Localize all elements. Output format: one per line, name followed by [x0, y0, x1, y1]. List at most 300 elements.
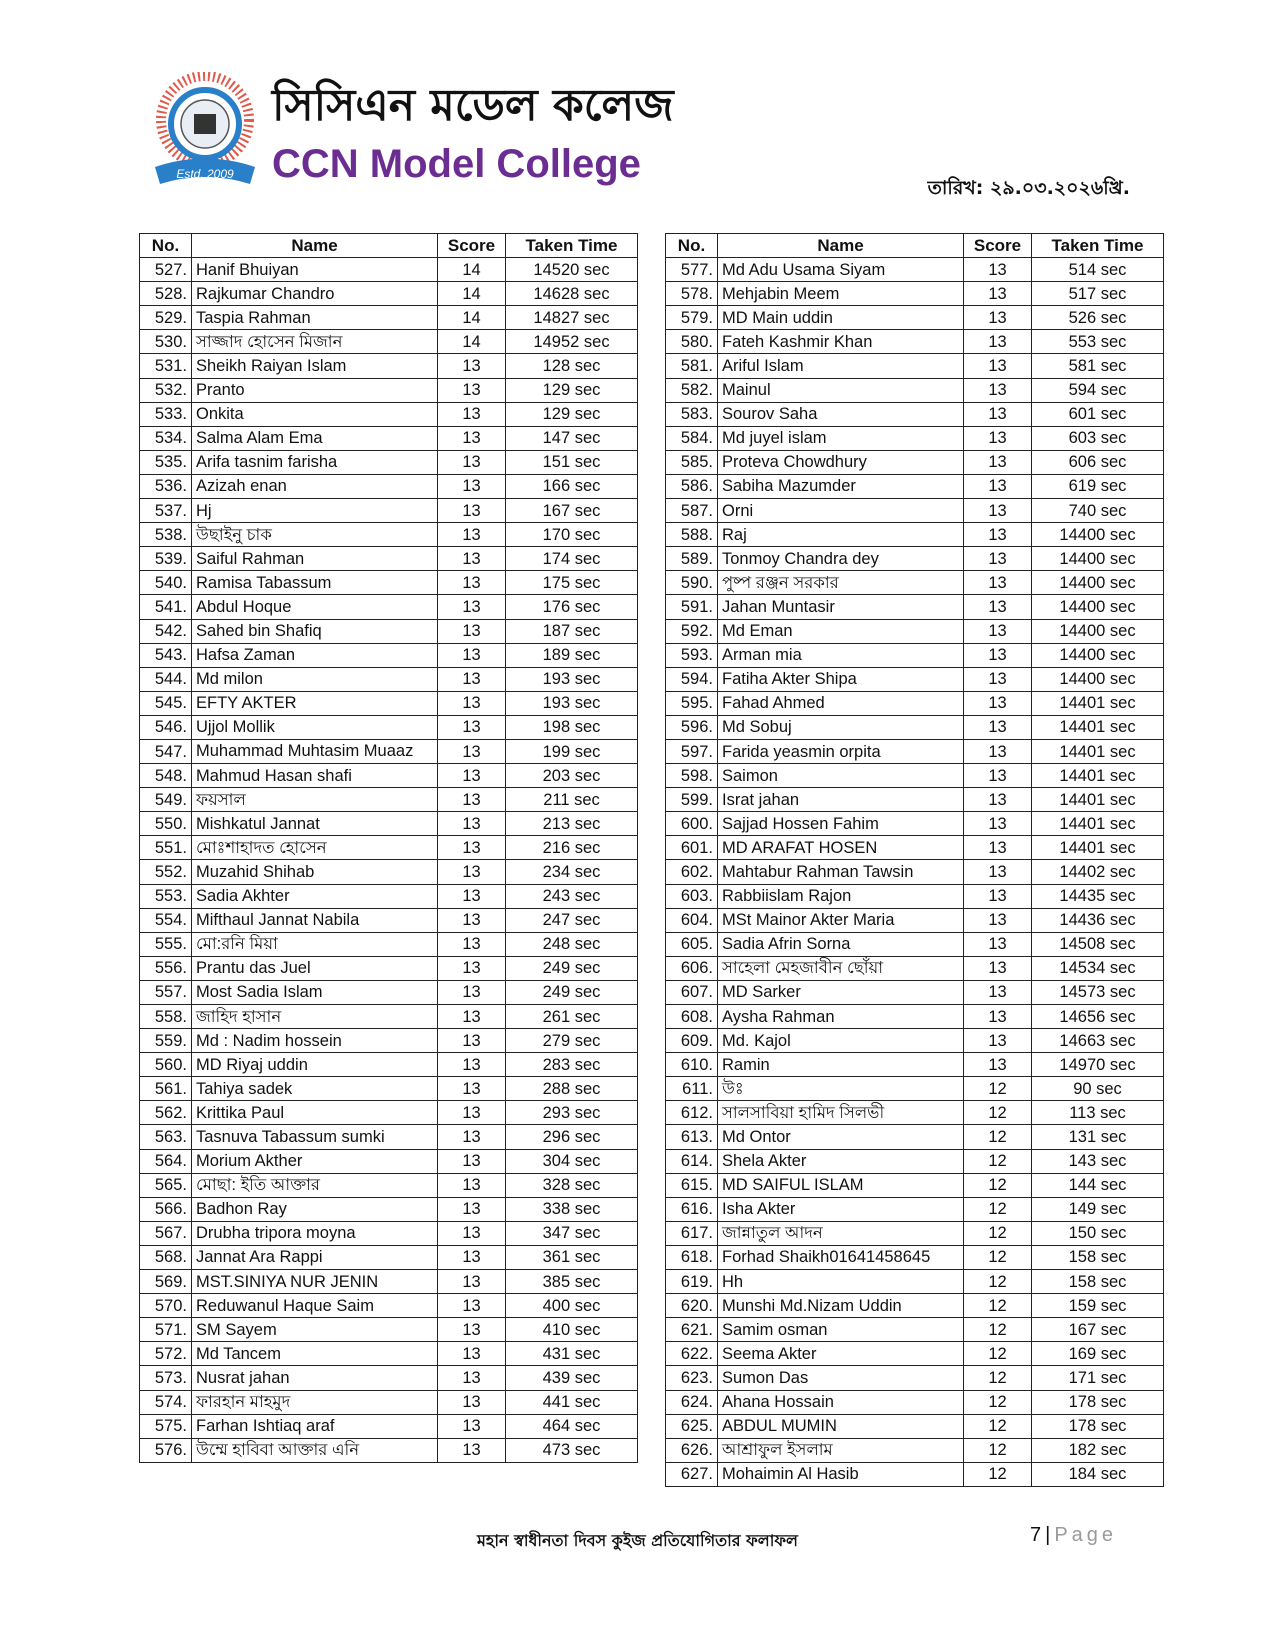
table-row: [140, 1077, 638, 1101]
participant-score: 14: [438, 282, 506, 306]
participant-time: 14400 sec: [1032, 643, 1164, 667]
participant-name: ফয়সাল: [192, 788, 438, 812]
participant-name: Nusrat jahan: [192, 1366, 438, 1390]
participant-time: 279 sec: [506, 1029, 638, 1053]
table-row: [666, 1005, 1164, 1029]
row-number: 596.: [666, 715, 718, 739]
participant-name: Ujjol Mollik: [192, 715, 438, 739]
row-number: 529.: [140, 306, 192, 330]
column-header-time: Taken Time: [1032, 234, 1164, 258]
table-row: [140, 1414, 638, 1438]
participant-score: 13: [964, 980, 1032, 1004]
participant-time: 131 sec: [1032, 1125, 1164, 1149]
participant-time: 14400 sec: [1032, 571, 1164, 595]
participant-time: 14628 sec: [506, 282, 638, 306]
participant-name: Hh: [718, 1270, 964, 1294]
participant-time: 159 sec: [1032, 1294, 1164, 1318]
row-number: 558.: [140, 1005, 192, 1029]
participant-score: 12: [964, 1366, 1032, 1390]
participant-name: ফারহান মাহমুদ: [192, 1390, 438, 1414]
row-number: 627.: [666, 1462, 718, 1486]
college-logo: [150, 72, 260, 192]
participant-score: 13: [438, 474, 506, 498]
table-row: [140, 980, 638, 1004]
participant-score: 13: [438, 1197, 506, 1221]
row-number: 581.: [666, 354, 718, 378]
participant-score: 14: [438, 258, 506, 282]
row-number: 577.: [666, 258, 718, 282]
row-number: 601.: [666, 836, 718, 860]
participant-name: Forhad Shaikh01641458645: [718, 1245, 964, 1269]
table-row: [666, 1366, 1164, 1390]
row-number: 582.: [666, 378, 718, 402]
participant-name: Onkita: [192, 402, 438, 426]
participant-name: Isha Akter: [718, 1197, 964, 1221]
row-number: 615.: [666, 1173, 718, 1197]
table-row: [140, 1245, 638, 1269]
row-number: 545.: [140, 691, 192, 715]
participant-name: Mishkatul Jannat: [192, 812, 438, 836]
participant-score: 13: [964, 739, 1032, 763]
table-row: [666, 619, 1164, 643]
participant-time: 431 sec: [506, 1342, 638, 1366]
participant-name: Pranto: [192, 378, 438, 402]
participant-name: Farida yeasmin orpita: [718, 739, 964, 763]
row-number: 591.: [666, 595, 718, 619]
table-row: [666, 450, 1164, 474]
participant-time: 740 sec: [1032, 499, 1164, 523]
table-row: [666, 691, 1164, 715]
row-number: 602.: [666, 860, 718, 884]
participant-score: 12: [964, 1270, 1032, 1294]
participant-score: 13: [438, 1221, 506, 1245]
table-row: [140, 764, 638, 788]
participant-time: 178 sec: [1032, 1390, 1164, 1414]
participant-name: Samim osman: [718, 1318, 964, 1342]
table-row: [140, 1005, 638, 1029]
row-number: 578.: [666, 282, 718, 306]
table-row: [666, 836, 1164, 860]
participant-time: 150 sec: [1032, 1221, 1164, 1245]
table-row: [140, 571, 638, 595]
row-number: 575.: [140, 1414, 192, 1438]
participant-score: 12: [964, 1294, 1032, 1318]
participant-score: 13: [964, 643, 1032, 667]
participant-name: Mehjabin Meem: [718, 282, 964, 306]
page-label: Page: [1054, 1524, 1118, 1546]
participant-score: 13: [964, 860, 1032, 884]
participant-time: 14400 sec: [1032, 595, 1164, 619]
participant-name: Shela Akter: [718, 1149, 964, 1173]
participant-time: 170 sec: [506, 523, 638, 547]
row-number: 565.: [140, 1173, 192, 1197]
participant-name: Sadia Afrin Sorna: [718, 932, 964, 956]
participant-name: Md : Nadim hossein: [192, 1029, 438, 1053]
table-row: [140, 499, 638, 523]
participant-time: 14827 sec: [506, 306, 638, 330]
participant-name: Fateh Kashmir Khan: [718, 330, 964, 354]
participant-time: 14952 sec: [506, 330, 638, 354]
participant-name: Abdul Hoque: [192, 595, 438, 619]
row-number: 531.: [140, 354, 192, 378]
participant-name: Salma Alam Ema: [192, 426, 438, 450]
participant-score: 13: [964, 956, 1032, 980]
table-row: [140, 1342, 638, 1366]
participant-score: 12: [964, 1197, 1032, 1221]
table-row: [666, 812, 1164, 836]
row-number: 572.: [140, 1342, 192, 1366]
row-number: 599.: [666, 788, 718, 812]
participant-name: MD ARAFAT HOSEN: [718, 836, 964, 860]
participant-name: Hj: [192, 499, 438, 523]
participant-time: 347 sec: [506, 1221, 638, 1245]
row-number: 535.: [140, 450, 192, 474]
participant-score: 12: [964, 1221, 1032, 1245]
participant-score: 13: [438, 595, 506, 619]
participant-score: 13: [964, 571, 1032, 595]
column-header-time: Taken Time: [506, 234, 638, 258]
participant-score: 13: [438, 1149, 506, 1173]
table-row: [140, 258, 638, 282]
participant-name: MD SAIFUL ISLAM: [718, 1173, 964, 1197]
table-row: [666, 1029, 1164, 1053]
participant-score: 12: [964, 1390, 1032, 1414]
participant-score: 13: [438, 860, 506, 884]
results-table-right-body: [666, 258, 1164, 1487]
participant-score: 13: [438, 499, 506, 523]
participant-time: 90 sec: [1032, 1077, 1164, 1101]
participant-time: 213 sec: [506, 812, 638, 836]
row-number: 560.: [140, 1053, 192, 1077]
participant-time: 14436 sec: [1032, 908, 1164, 932]
participant-score: 13: [964, 595, 1032, 619]
row-number: 623.: [666, 1366, 718, 1390]
row-number: 609.: [666, 1029, 718, 1053]
table-row: [666, 643, 1164, 667]
table-row: [666, 306, 1164, 330]
participant-name: উম্মে হাবিবা আক্তার এনি: [192, 1438, 438, 1462]
participant-time: 234 sec: [506, 860, 638, 884]
participant-time: 169 sec: [1032, 1342, 1164, 1366]
participant-name: Sabiha Mazumder: [718, 474, 964, 498]
table-row: [666, 1173, 1164, 1197]
table-row: [666, 1294, 1164, 1318]
row-number: 614.: [666, 1149, 718, 1173]
participant-score: 13: [438, 739, 506, 763]
participant-name: Most Sadia Islam: [192, 980, 438, 1004]
participant-score: 12: [964, 1414, 1032, 1438]
participant-score: 13: [438, 1125, 506, 1149]
participant-name: Badhon Ray: [192, 1197, 438, 1221]
table-row: [666, 1270, 1164, 1294]
participant-time: 147 sec: [506, 426, 638, 450]
participant-name: Md. Kajol: [718, 1029, 964, 1053]
table-row: [666, 956, 1164, 980]
table-row: [140, 1221, 638, 1245]
participant-score: 13: [438, 691, 506, 715]
results-table-right: [665, 233, 1164, 1487]
row-number: 543.: [140, 643, 192, 667]
row-number: 607.: [666, 980, 718, 1004]
table-row: [140, 691, 638, 715]
participant-time: 514 sec: [1032, 258, 1164, 282]
participant-name: সালসাবিয়া হামিদ সিলভী: [718, 1101, 964, 1125]
table-row: [666, 402, 1164, 426]
participant-time: 128 sec: [506, 354, 638, 378]
table-row: [666, 1462, 1164, 1486]
row-number: 616.: [666, 1197, 718, 1221]
table-row: [666, 1221, 1164, 1245]
participant-name: Krittika Paul: [192, 1101, 438, 1125]
participant-score: 13: [964, 523, 1032, 547]
participant-name: Md milon: [192, 667, 438, 691]
participant-score: 13: [964, 764, 1032, 788]
participant-score: 13: [438, 354, 506, 378]
participant-score: 13: [964, 426, 1032, 450]
row-number: 564.: [140, 1149, 192, 1173]
participant-time: 174 sec: [506, 547, 638, 571]
row-number: 589.: [666, 547, 718, 571]
table-header-row: [666, 234, 1164, 258]
row-number: 595.: [666, 691, 718, 715]
table-row: [666, 667, 1164, 691]
participant-name: Rajkumar Chandro: [192, 282, 438, 306]
row-number: 586.: [666, 474, 718, 498]
participant-time: 14508 sec: [1032, 932, 1164, 956]
row-number: 555.: [140, 932, 192, 956]
table-row: [666, 1245, 1164, 1269]
row-number: 550.: [140, 812, 192, 836]
participant-time: 517 sec: [1032, 282, 1164, 306]
participant-time: 144 sec: [1032, 1173, 1164, 1197]
participant-name: Jannat Ara Rappi: [192, 1245, 438, 1269]
participant-time: 619 sec: [1032, 474, 1164, 498]
table-row: [666, 1197, 1164, 1221]
participant-name: Tahiya sadek: [192, 1077, 438, 1101]
college-name-bangla: সিসিএন মডেল কলেজ: [272, 80, 674, 131]
table-row: [666, 474, 1164, 498]
participant-score: 13: [964, 667, 1032, 691]
participant-score: 13: [964, 1005, 1032, 1029]
participant-time: 178 sec: [1032, 1414, 1164, 1438]
row-number: 624.: [666, 1390, 718, 1414]
table-row: [666, 354, 1164, 378]
participant-score: 12: [964, 1342, 1032, 1366]
participant-name: Taspia Rahman: [192, 306, 438, 330]
table-row: [666, 571, 1164, 595]
row-number: 626.: [666, 1438, 718, 1462]
participant-time: 182 sec: [1032, 1438, 1164, 1462]
participant-name: Aysha Rahman: [718, 1005, 964, 1029]
results-table-left: [139, 233, 638, 1463]
row-number: 570.: [140, 1294, 192, 1318]
table-row: [666, 523, 1164, 547]
participant-name: MST.SINIYA NUR JENIN: [192, 1270, 438, 1294]
row-number: 546.: [140, 715, 192, 739]
table-row: [666, 908, 1164, 932]
participant-time: 249 sec: [506, 956, 638, 980]
table-row: [140, 715, 638, 739]
participant-name: Md Eman: [718, 619, 964, 643]
column-header-score: Score: [964, 234, 1032, 258]
table-row: [140, 547, 638, 571]
participant-score: 13: [964, 354, 1032, 378]
participant-score: 13: [438, 1294, 506, 1318]
participant-score: 13: [438, 1005, 506, 1029]
row-number: 548.: [140, 764, 192, 788]
participant-time: 594 sec: [1032, 378, 1164, 402]
participant-time: 14520 sec: [506, 258, 638, 282]
row-number: 605.: [666, 932, 718, 956]
participant-score: 13: [964, 908, 1032, 932]
row-number: 573.: [140, 1366, 192, 1390]
participant-score: 12: [964, 1462, 1032, 1486]
row-number: 579.: [666, 306, 718, 330]
row-number: 544.: [140, 667, 192, 691]
row-number: 613.: [666, 1125, 718, 1149]
participant-time: 14970 sec: [1032, 1053, 1164, 1077]
participant-score: 12: [964, 1173, 1032, 1197]
participant-time: 385 sec: [506, 1270, 638, 1294]
participant-name: Drubha tripora moyna: [192, 1221, 438, 1245]
participant-score: 13: [438, 836, 506, 860]
participant-time: 410 sec: [506, 1318, 638, 1342]
participant-time: 14400 sec: [1032, 523, 1164, 547]
participant-score: 13: [438, 378, 506, 402]
participant-name: Azizah enan: [192, 474, 438, 498]
participant-time: 203 sec: [506, 764, 638, 788]
row-number: 527.: [140, 258, 192, 282]
table-row: [666, 884, 1164, 908]
participant-time: 193 sec: [506, 691, 638, 715]
participant-time: 283 sec: [506, 1053, 638, 1077]
participant-time: 464 sec: [506, 1414, 638, 1438]
participant-time: 361 sec: [506, 1245, 638, 1269]
participant-time: 171 sec: [1032, 1366, 1164, 1390]
participant-time: 581 sec: [1032, 354, 1164, 378]
participant-name: Muhammad Muhtasim Muaaz: [192, 739, 438, 763]
table-row: [140, 1053, 638, 1077]
row-number: 556.: [140, 956, 192, 980]
table-row: [140, 354, 638, 378]
participant-time: 14435 sec: [1032, 884, 1164, 908]
participant-time: 193 sec: [506, 667, 638, 691]
participant-time: 129 sec: [506, 402, 638, 426]
participant-name: Ahana Hossain: [718, 1390, 964, 1414]
participant-time: 14401 sec: [1032, 836, 1164, 860]
participant-score: 13: [964, 378, 1032, 402]
participant-time: 199 sec: [506, 739, 638, 763]
row-number: 611.: [666, 1077, 718, 1101]
row-number: 536.: [140, 474, 192, 498]
row-number: 552.: [140, 860, 192, 884]
table-row: [666, 1125, 1164, 1149]
table-row: [140, 932, 638, 956]
table-row: [666, 1390, 1164, 1414]
participant-time: 158 sec: [1032, 1245, 1164, 1269]
participant-name: সাহেলা মেহজাবীন ছোঁয়া: [718, 956, 964, 980]
table-row: [140, 860, 638, 884]
participant-score: 13: [964, 788, 1032, 812]
participant-time: 14534 sec: [1032, 956, 1164, 980]
table-row: [140, 1318, 638, 1342]
participant-score: 13: [964, 306, 1032, 330]
table-row: [140, 1270, 638, 1294]
participant-name: Saimon: [718, 764, 964, 788]
participant-score: 13: [438, 764, 506, 788]
participant-name: SM Sayem: [192, 1318, 438, 1342]
row-number: 566.: [140, 1197, 192, 1221]
participant-score: 13: [438, 884, 506, 908]
participant-name: MSt Mainor Akter Maria: [718, 908, 964, 932]
participant-name: MD Main uddin: [718, 306, 964, 330]
participant-score: 13: [964, 1053, 1032, 1077]
participant-name: Farhan Ishtiaq araf: [192, 1414, 438, 1438]
participant-score: 13: [438, 980, 506, 1004]
participant-time: 167 sec: [1032, 1318, 1164, 1342]
participant-score: 13: [438, 1366, 506, 1390]
row-number: 532.: [140, 378, 192, 402]
participant-name: Rabbiislam Rajon: [718, 884, 964, 908]
table-row: [140, 739, 638, 763]
table-row: [666, 1077, 1164, 1101]
participant-name: Orni: [718, 499, 964, 523]
table-row: [140, 523, 638, 547]
table-row: [666, 1053, 1164, 1077]
participant-name: Proteva Chowdhury: [718, 450, 964, 474]
row-number: 618.: [666, 1245, 718, 1269]
participant-time: 184 sec: [1032, 1462, 1164, 1486]
row-number: 549.: [140, 788, 192, 812]
column-header-no: No.: [666, 234, 718, 258]
participant-score: 13: [438, 402, 506, 426]
participant-time: 176 sec: [506, 595, 638, 619]
footer-title: মহান স্বাধীনতা দিবস কুইজ প্রতিযোগিতার ফলাফল: [477, 1531, 798, 1550]
participant-name: Reduwanul Haque Saim: [192, 1294, 438, 1318]
participant-name: উছাইনু চাক: [192, 523, 438, 547]
participant-score: 13: [438, 426, 506, 450]
row-number: 620.: [666, 1294, 718, 1318]
table-row: [140, 643, 638, 667]
table-row: [140, 595, 638, 619]
participant-score: 13: [438, 1270, 506, 1294]
table-row: [666, 1101, 1164, 1125]
row-number: 592.: [666, 619, 718, 643]
participant-score: 13: [438, 1414, 506, 1438]
participant-time: 249 sec: [506, 980, 638, 1004]
participant-time: 187 sec: [506, 619, 638, 643]
participant-time: 606 sec: [1032, 450, 1164, 474]
table-row: [140, 1366, 638, 1390]
row-number: 530.: [140, 330, 192, 354]
participant-name: Sahed bin Shafiq: [192, 619, 438, 643]
participant-time: 248 sec: [506, 932, 638, 956]
table-row: [140, 330, 638, 354]
row-number: 561.: [140, 1077, 192, 1101]
table-row: [140, 836, 638, 860]
row-number: 593.: [666, 643, 718, 667]
participant-score: 13: [964, 258, 1032, 282]
table-row: [140, 1101, 638, 1125]
participant-score: 13: [438, 1077, 506, 1101]
participant-name: Fatiha Akter Shipa: [718, 667, 964, 691]
participant-time: 293 sec: [506, 1101, 638, 1125]
participant-score: 13: [964, 474, 1032, 498]
participant-time: 149 sec: [1032, 1197, 1164, 1221]
participant-time: 14400 sec: [1032, 619, 1164, 643]
column-header-no: No.: [140, 234, 192, 258]
table-row: [666, 739, 1164, 763]
